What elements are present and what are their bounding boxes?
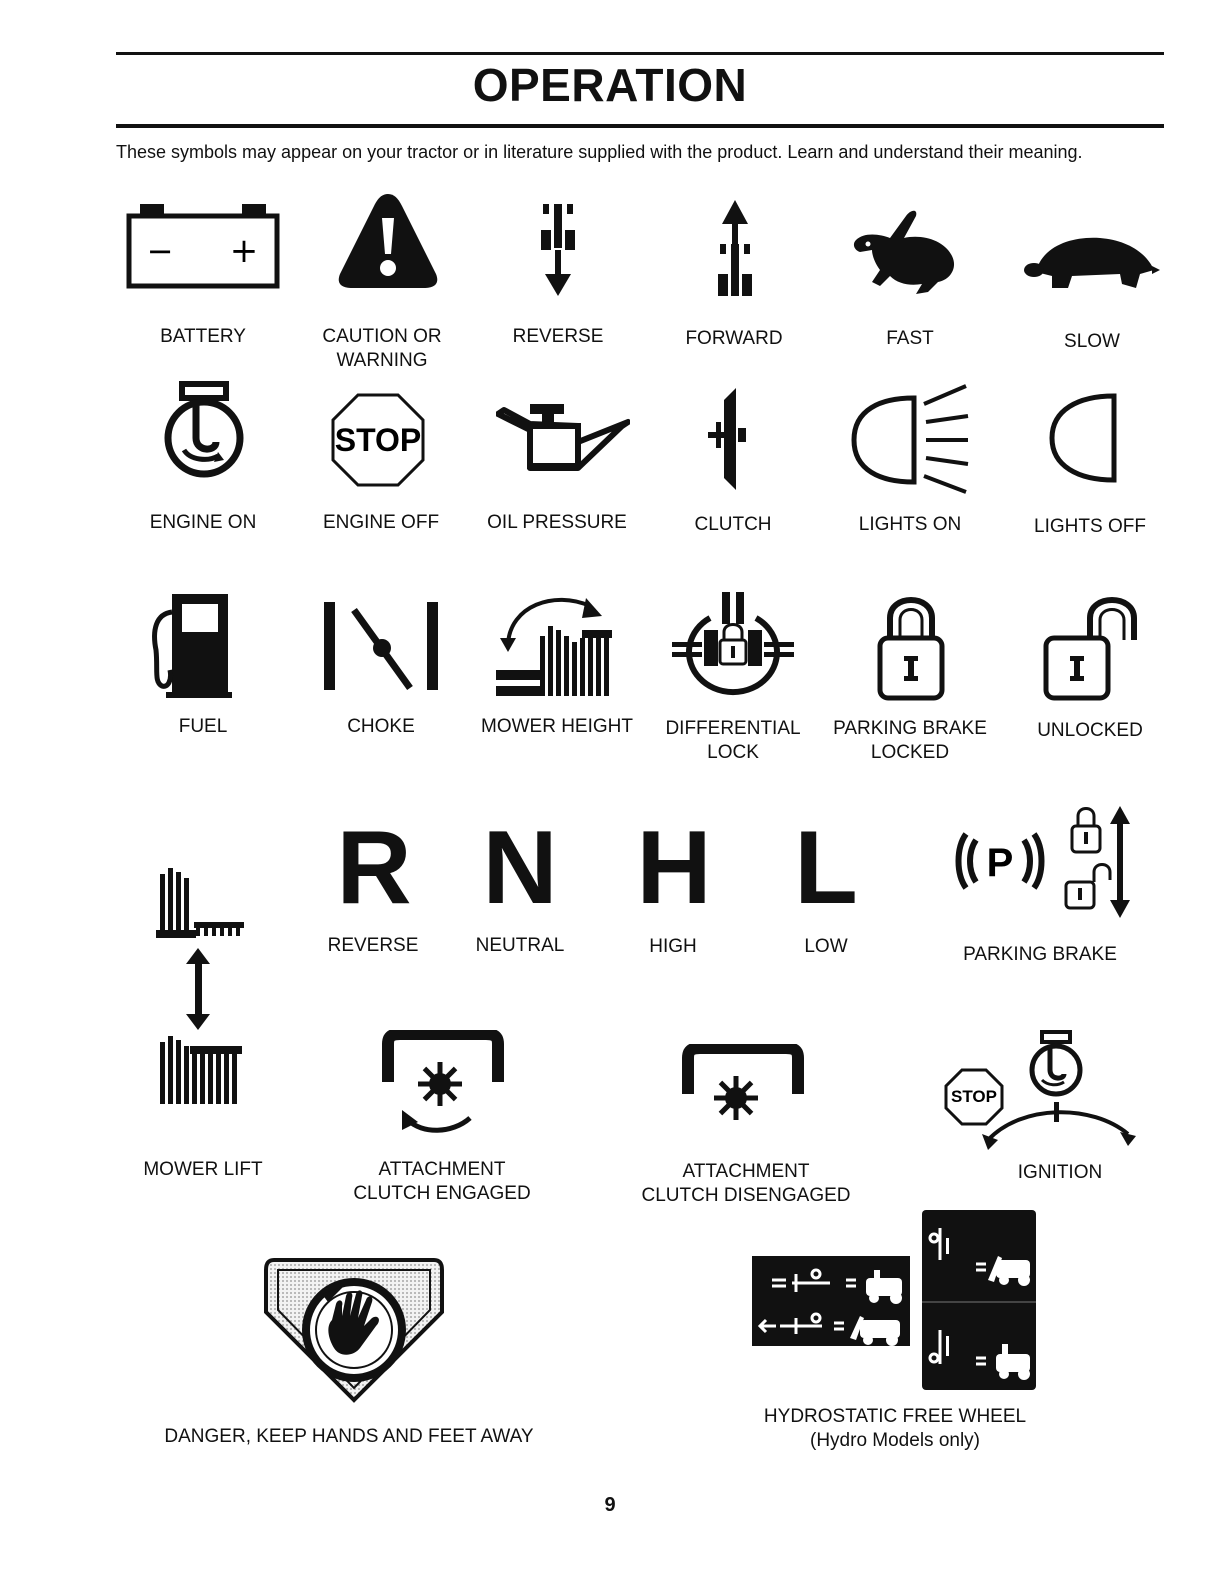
attachment-clutch-engaged-icon bbox=[382, 1030, 504, 1140]
attachment-clutch-disengaged-icon bbox=[682, 1044, 804, 1130]
top-rule bbox=[116, 52, 1164, 55]
label-mower-height: MOWER HEIGHT bbox=[481, 716, 633, 737]
gear-h-glyph: H bbox=[636, 810, 712, 926]
label-unlocked: UNLOCKED bbox=[1037, 720, 1143, 741]
battery-icon bbox=[126, 200, 280, 292]
intro-text: These symbols may appear on your tractor or in literature supplied with the product. Learn and understand their meaning. bbox=[116, 142, 1083, 162]
svg-text:STOP: STOP bbox=[951, 1087, 997, 1106]
padlock-unlocked-icon bbox=[1042, 592, 1142, 704]
engine-on-icon bbox=[156, 380, 252, 480]
label-parking-brake: PARKING BRAKE bbox=[963, 944, 1117, 965]
label-gear-reverse: REVERSE bbox=[327, 935, 419, 956]
label-gear-high: HIGH bbox=[649, 936, 697, 957]
svg-text:STOP: STOP bbox=[334, 422, 422, 458]
padlock-locked-icon bbox=[876, 592, 946, 704]
gear-l-glyph: L bbox=[794, 810, 858, 926]
label-hydro: HYDROSTATIC FREE WHEEL (Hydro Models only) bbox=[763, 1406, 1027, 1451]
stop-sign-icon bbox=[330, 392, 426, 488]
reverse-tractor-icon bbox=[535, 200, 581, 298]
fuel-pump-icon bbox=[148, 590, 234, 700]
ignition-icon bbox=[942, 1028, 1142, 1152]
turtle-icon bbox=[1022, 228, 1162, 298]
label-fuel: FUEL bbox=[178, 716, 228, 737]
label-gear-neutral: NEUTRAL bbox=[475, 935, 565, 956]
forward-tractor-icon bbox=[712, 198, 758, 300]
label-choke: CHOKE bbox=[347, 716, 415, 737]
label-gear-low: LOW bbox=[804, 936, 848, 957]
svg-text:+: + bbox=[229, 231, 259, 271]
label-diff-lock: DIFFERENTIAL LOCK bbox=[665, 718, 801, 763]
svg-text:−: − bbox=[146, 232, 174, 270]
label-ignition: IGNITION bbox=[1017, 1162, 1103, 1183]
clutch-icon bbox=[704, 384, 750, 494]
gear-r-glyph: R bbox=[336, 810, 412, 926]
label-lights-on: LIGHTS ON bbox=[858, 514, 962, 535]
label-lights-off: LIGHTS OFF bbox=[1034, 516, 1146, 537]
label-parking-locked: PARKING BRAKE LOCKED bbox=[833, 718, 987, 763]
label-clutch: CLUTCH bbox=[694, 514, 772, 535]
oil-can-icon bbox=[496, 402, 630, 476]
label-caution: CAUTION OR WARNING bbox=[322, 326, 442, 371]
label-engine-off: ENGINE OFF bbox=[322, 512, 440, 533]
label-fast: FAST bbox=[886, 328, 934, 349]
label-att-engaged: ATTACHMENT CLUTCH ENGAGED bbox=[353, 1159, 531, 1204]
title-rule bbox=[116, 124, 1164, 128]
label-forward: FORWARD bbox=[685, 328, 783, 349]
label-battery: BATTERY bbox=[160, 326, 246, 347]
gear-n-glyph: N bbox=[482, 810, 558, 926]
caution-warning-icon bbox=[336, 190, 440, 290]
parking-brake-icon bbox=[954, 804, 1138, 920]
label-oil-pressure: OIL PRESSURE bbox=[487, 512, 627, 533]
lights-on-icon bbox=[850, 382, 970, 496]
label-slow: SLOW bbox=[1064, 331, 1120, 352]
rabbit-icon bbox=[850, 204, 960, 298]
differential-lock-icon bbox=[670, 590, 796, 704]
mower-height-icon bbox=[494, 586, 622, 700]
label-engine-on: ENGINE ON bbox=[149, 512, 257, 533]
svg-text:P: P bbox=[986, 841, 1014, 885]
page-title: OPERATION bbox=[472, 59, 748, 111]
hydro-free-wheel-icon bbox=[750, 1208, 1040, 1392]
mower-lift-icon bbox=[150, 864, 250, 1110]
page-number: 9 bbox=[604, 1494, 616, 1516]
danger-hand-icon bbox=[262, 1256, 446, 1404]
label-reverse: REVERSE bbox=[512, 326, 604, 347]
label-att-disengaged: ATTACHMENT CLUTCH DISENGAGED bbox=[641, 1161, 851, 1206]
label-danger: DANGER, KEEP HANDS AND FEET AWAY bbox=[164, 1426, 534, 1447]
label-mower-lift: MOWER LIFT bbox=[143, 1159, 263, 1180]
choke-icon bbox=[320, 600, 442, 692]
lights-off-icon bbox=[1048, 392, 1120, 484]
